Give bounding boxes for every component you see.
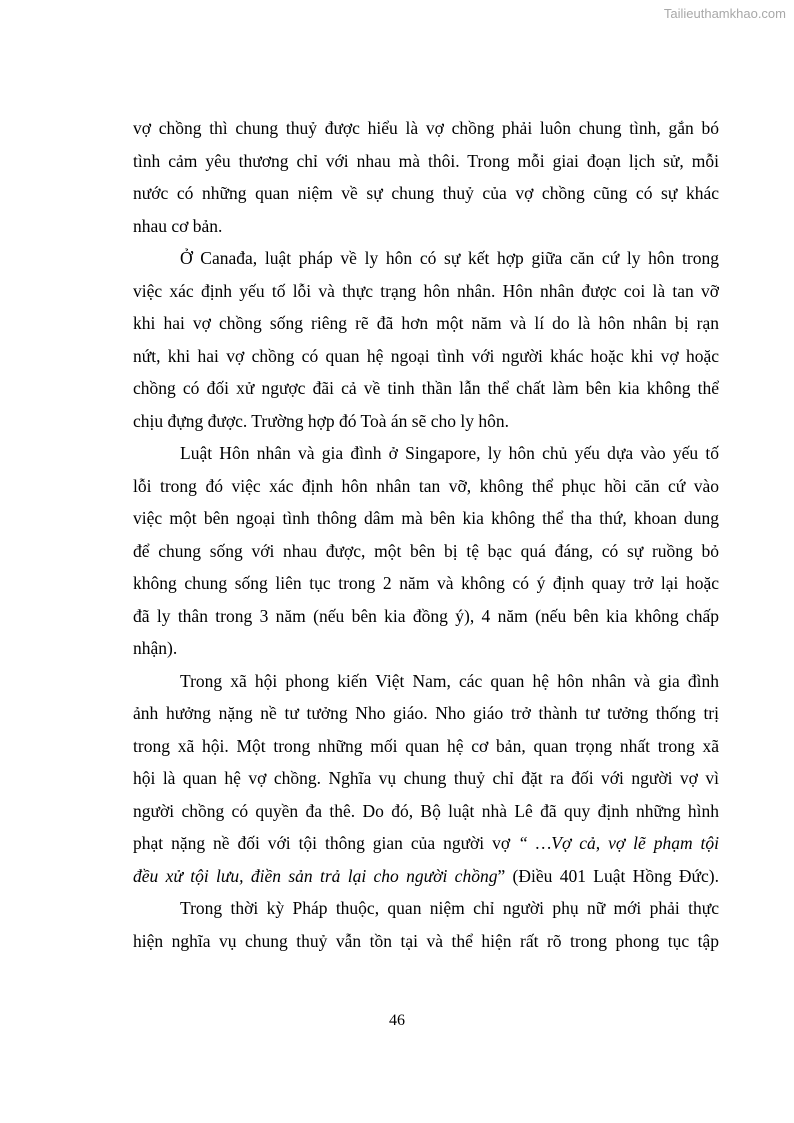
- text-line: Trong thời kỳ Pháp thuộc, quan niệm chỉ người phụ nữ mới phải thực: [180, 898, 719, 918]
- text-line: vợ chồng thì chung thuỷ được hiểu là vợ chồng phải luôn chung tình, gắn bó: [133, 118, 719, 138]
- page-number: 46: [389, 1012, 405, 1029]
- text-line: đã ly thân trong 3 năm (nếu bên kia đồng ý), 4 năm (nếu bên kia không chấp: [133, 605, 719, 626]
- text-line: nhận).: [133, 638, 178, 658]
- text-line: nứt, khi hai vợ chồng có quan hệ ngoại tình với người khác hoặc khi vợ hoặc: [133, 345, 719, 366]
- text-line: Ở Canađa, luật pháp về ly hôn có sự kết hợp giữa căn cứ ly hôn trong: [180, 248, 719, 268]
- text-line: người chồng có quyền đa thê. Do đó, Bộ luật nhà Lê đã quy định những hình: [133, 800, 719, 821]
- text-line: trong xã hội. Một trong những mối quan hệ cơ bản, quan trọng nhất trong xã: [133, 735, 719, 756]
- text-line: không chung sống liên tục trong 2 năm và không có ý định quay trở lại hoặc: [133, 573, 719, 593]
- quote-italic: “ …Vợ cả, vợ lẽ phạm tội: [518, 833, 719, 853]
- text-line: Luật Hôn nhân và gia đình ở Singapore, ly hôn chủ yếu dựa vào yếu tố: [180, 443, 719, 463]
- text-line: hiện nghĩa vụ chung thuỷ vẫn tồn tại và thể hiện rất rõ trong phong tục tập: [133, 930, 719, 951]
- text-line: lỗi trong đó việc xác định hôn nhân tan vỡ, không thể phục hồi căn cứ vào: [133, 475, 719, 496]
- text-line: việc một bên ngoại tình thông dâm mà bên kia không thể tha thứ, khoan dung: [133, 508, 719, 528]
- text-line: Trong xã hội phong kiến Việt Nam, các quan hệ hôn nhân và gia đình: [180, 670, 719, 691]
- text-line: [133, 860, 719, 893]
- quote-italic: đều xử tội lưu, điền sản trả lại cho người chồng: [133, 865, 498, 886]
- citation-text: ” (Điều 401 Luật Hồng Đức).: [497, 865, 719, 886]
- text-line: chịu đựng được. Trường hợp đó Toà án sẽ cho ly hôn.: [133, 410, 509, 431]
- text-line: tình cảm yêu thương chỉ với nhau mà thôi. Trong mỗi giai đoạn lịch sử, mỗi: [133, 150, 719, 171]
- document-body: [133, 112, 719, 957]
- text-line: ảnh hưởng nặng nề tư tưởng Nho giáo. Nho giáo trở thành tư tưởng thống trị: [133, 703, 719, 723]
- text-line: việc xác định yếu tố lỗi và thực trạng hôn nhân. Hôn nhân được coi là tan vỡ: [133, 280, 719, 301]
- text-line: [133, 827, 719, 860]
- text-line: hội là quan hệ vợ chồng. Nghĩa vụ chung thuỷ chỉ đặt ra đối với người vợ vì: [133, 768, 719, 788]
- text-line: để chung sống với nhau được, một bên bị tệ bạc quá đáng, có sự ruồng bỏ: [133, 540, 719, 561]
- watermark-text: Tailieuthamkhao.com: [663, 6, 786, 21]
- text-line: nước có những quan niệm về sự chung thuỷ của vợ chồng cũng có sự khác: [133, 183, 719, 203]
- text-line: khi hai vợ chồng sống riêng rẽ đã hơn một năm và lí do là hôn nhân bị rạn: [133, 313, 719, 333]
- text-segment: phạt nặng nề đối với tội thông gian của người vợ: [133, 833, 511, 853]
- text-line: nhau cơ bản.: [133, 215, 223, 236]
- text-line: chồng có đối xử ngược đãi cả về tinh thần lẫn thể chất làm bên kia không thể: [133, 378, 719, 398]
